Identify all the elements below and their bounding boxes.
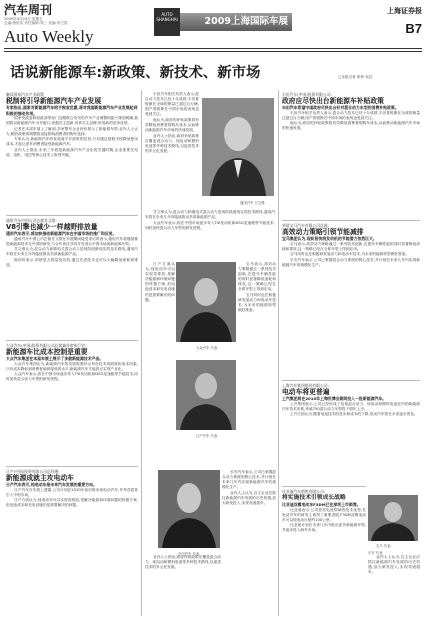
portrait-photo [202,98,274,196]
paragraph: 业内人士指出,未来三年将是新能源汽车产业化的关键时期,企业需要在电池、电机、电控等核心技术上取得突破。 [6,147,138,157]
section-title: 汽车周刊 [4,3,53,17]
paragraph: 宝马表示,高效动力策略通过一系列技术创新,在提升车辆性能的同时显著降低油耗和排放,这一策略已经在全系车型上得到应用。 [282,241,420,251]
paragraph: 日产方面认为,纯电动车可以实现零排放,是解决能源和环境问题的终极方案,但电池成本和充电设施仍是需要解决的问题。 [145,262,175,302]
article-middle-narrow [238,262,276,467]
paragraph: 通用汽车中国公司总裁甘文维在车展期间接受采访时表示,通用汽车将继续推进新能源技术在中国的研发,与合作伙伴共同开发适合中国市场的新能源车型。 [6,236,138,246]
paragraph: 他认为,政府的补贴政策将有效降低消费者的购车成本,从而推动新能源汽车市场的快速发展。 [282,121,420,131]
article-divider [6,215,138,216]
article-bmw [282,223,420,377]
article-toyota [282,92,420,218]
auto-show-banner [154,8,288,38]
photo-caption: 日产汽车 代表 [196,434,218,438]
paragraph: 业内人士认为,自主企业应抓住新能源汽车发展的历史机遇,加大研发投入,实现弯道超车。 [222,490,276,506]
article-vw [6,343,138,463]
photo-caption: 长安 代表 [368,551,383,555]
article-title: 电动车将更普遍 [282,388,330,396]
paragraph: 甘文维认为,混合动力和插电式混合动力是现阶段最现实的技术路线,通用汽车将在未来几年内陆续推出多款新能源产品。 [6,247,138,257]
article-body [145,92,199,154]
article-lead: 通用汽车表示,将加快推动新能源汽车在中国市场的推广和应用。 [6,231,117,237]
article-divider [6,466,138,467]
article-lead: 大众汽车集团在本届车展上展示了多款新能源技术产品。 [6,356,104,362]
article-kicker: 上海汽车集团股份有限公司: [282,383,329,388]
portrait-photo [158,470,220,548]
paragraph: 丰田汽车相关负责人表示,混合动力技术已经十分成熟,丰田普锐斯在全球的销量已超过百万辆,国产普锐斯在中国市场的表现也受到关注。 [282,110,420,120]
section-title-english: Auto Weekly [4,26,94,46]
masthead-rule [4,48,422,49]
article-lead: 日产汽车表示,纯电动车是未来汽车发展的重要方向。 [6,482,97,488]
article-divider [6,340,138,341]
paragraph: 国家发改委和财政部等部门近期联合发布的汽车产业调整和振兴规划明确,我国将以新能源汽车为突破口,加强自主创新,培育自主品牌,形成新的竞争优势。 [6,115,138,125]
photo-caption: 宝马 代表 [376,544,391,548]
paragraph: 业内人士指出,政府补贴政策应覆盖混合动力、纯电动和燃料电池等多种技术路线,以促进技术的多元化发展。 [145,555,221,570]
article-title: 政府应尽快出台新能源车补贴政策 [282,97,384,105]
article-title: 税制将引导新能源汽车产业发展 [6,97,102,105]
paragraph: 大众汽车表示,将在中国市场逐步导入TSI发动机和DSG变速箱等节能技术,同时加快混合动力车型的研发进程。 [145,220,275,230]
article-body [6,362,138,383]
paragraph: 业内人士指出,政府补贴政策应覆盖混合动力、纯电动和燃料电池等多种技术路线,以促进技术的多元化发展。 [145,133,199,154]
byline: □本报记者 张炜 吴佳 [338,75,373,79]
article-body [282,111,420,132]
column-divider [141,90,142,616]
article-body [145,262,175,303]
article-middle-bottom-left [145,555,221,617]
article-body [282,402,420,418]
article-kicker: 日产(中国)投资有限公司总经理: [6,469,60,474]
portrait-photo [176,262,236,342]
article-lead: 上汽集团将在2010年上海世博会期间投入一批新能源汽车。 [282,396,387,402]
article-body [238,262,276,313]
editor-credits: 总编:康世英 责任编辑:刘三 美编:李卫国 [4,21,68,26]
newspaper-name: 上海证券报 [387,6,422,15]
article-body [282,242,420,268]
article-lead: 宝马集团认为,现阶段传统发动机的节能潜力依然巨大。 [282,236,377,242]
paragraph: 宝马同时也在积极研发氢动力和电动车技术,为未来的能源转型做好准备。 [290,252,410,257]
article-title: V8引擎也减少一样越野排放量 [6,223,98,231]
paragraph: 长安汽车表示,公司已掌握混合动力系统的核心技术,并计划在未来几年内实现新能源汽车的规模化生产。 [282,257,420,267]
paragraph: 大众汽车表示,将在中国市场逐步导入TSI发动机和DSG变速箱等节能技术,同时加快混合动力车型的研发进程。 [6,372,138,382]
article-saic [282,383,420,483]
auto-show-logo: AUTO SHANGHAI [154,8,180,36]
paragraph: 甘文维认为,混合动力和插电式混合动力是现阶段最现实的技术路线,通用汽车将在未来几年内陆续推出多款新能源产品。 [145,210,275,220]
paragraph: 他认为,政府的补贴政策将有效降低消费者的购车成本,从而推动新能源汽车市场的快速发展。 [145,117,199,133]
article-body [6,116,138,158]
article-tax-policy [6,92,138,214]
article-gm [6,218,138,338]
portrait-photo [368,495,418,541]
page-headline: 话说新能源车:新政策、新技术、新市场 [10,65,261,81]
paragraph: 专家认为,新能源汽车的发展离不开政策的扶持,只有通过财税手段降低使用成本,才能让更多消费者接受新能源汽车。 [6,137,138,147]
photo-caption: 大众汽车 代表 [196,346,218,350]
article-kicker: 丰田汽车(中国)投资有限公司: [282,92,332,97]
article-body [282,508,366,534]
article-lead: 比亚迪双模电动车F3DM已在深圳上市销售。 [282,502,361,508]
issue-date: 2009年4月24日 星期五 [4,17,43,21]
article-body [368,555,420,575]
paragraph: 上汽方面认为,随着电池技术的进步和成本的下降,电动汽车将在未来逐步普及。 [290,412,418,417]
article-middle-text [145,210,275,258]
paragraph: 丰田汽车相关负责人表示,混合动力技术已经十分成熟,丰田普锐斯在全球的销量已超过百万辆,国产普锐斯在中国市场的表现也受到关注。 [145,92,199,117]
article-kicker: 通用汽车中国公司总裁甘文维: [6,218,57,223]
article-title: 高效动力策略引领节能减排 [282,228,364,236]
paragraph: 大众汽车集团认为,新能源汽车的发展需要综合考虑技术成熟度和成本因素,只有成本降低到消费者能够接受的水平,新能源汽车才能真正实现产业化。 [6,361,138,371]
paragraph: 宝马表示,高效动力策略通过一系列技术创新,在提升车辆性能的同时显著降低油耗和排放,这一策略已经在全系车型上得到应用。 [238,262,276,292]
photo-caption: 通用汽车 甘文维 [240,201,265,205]
article-body [6,237,138,269]
masthead-right [302,6,422,37]
auto-show-banner-text: 2009上海国际车展 [174,13,292,31]
column-divider [278,90,279,616]
article-body [6,488,138,509]
article-title: 新能源车比成本控制是重要 [6,348,88,356]
article-title: 将实施技术引领成长战略 [282,495,346,501]
article-body [145,210,275,231]
portrait-photo [176,360,236,430]
paragraph: 日产方面认为,纯电动车可以实现零排放,是解决能源和环境问题的终极方案,但电池成本和充电设施仍是需要解决的问题。 [6,498,138,508]
article-body [145,555,221,570]
article-lead: 专家指出,国家对新能源汽车给予税收优惠,将对我国新能源汽车产业发展起到积极的推动作用。 [6,105,138,116]
paragraph: 长安汽车表示,公司已掌握混合动力系统的核心技术,并计划在未来几年内实现新能源汽车的规模化生产。 [222,470,276,490]
article-middle-bottom [222,470,276,618]
paragraph: 他同时表示,即使是大排量发动机,通过先进技术也可以大幅降低油耗和排放。 [6,257,138,268]
paragraph: 宝马同时也在积极研发氢动力和电动车技术,为未来的能源转型做好准备。 [238,293,276,313]
article-title: 新能源成就主攻电动车 [6,474,74,482]
article-lead: 丰田汽车希望中国政府尽快出台针对混合动力车型的消费补贴政策。 [282,105,399,111]
page-number: B7 [405,21,422,36]
article-kicker: 华晨宝马汽车有限公司总裁: [282,223,329,228]
paragraph: 记者在本届车展上了解到,多家整车企业纷纷展示了新能源车型,业内人士认为,税收政策的调整将直接影响消费者的购车选择。 [6,126,138,136]
article-nissan [6,469,138,617]
article-divider [282,220,420,221]
article-byd [282,489,366,617]
article-divider [282,380,420,381]
masthead [4,4,422,44]
article-kicker: 解读国家汽车产业政策 [6,92,44,97]
article-body [222,470,276,506]
masthead-left [4,4,134,46]
masthead-rule-thin [4,51,422,52]
paragraph: 日产汽车在车展上透露,公司计划在2010年前后推出纯电动汽车,并考虑将其引入中国市场。 [6,487,138,497]
article-middle-narrow-left [145,262,175,462]
photo-caption: 丰田汽车 代表 [178,552,200,556]
paragraph: 比亚迪表示,公司依托电池领域的技术优势,在电动汽车的研发上取得了重要进展,F3DM双模电动车可以纯电动行驶约100公里。 [282,507,366,522]
article-kicker: 大众汽车(中国)投资有限公司总裁兼首席执行官: [6,343,87,348]
paragraph: 比亚迪计划在未来几年内推出更多新能源车型,并逐步进入海外市场。 [282,523,366,533]
paragraph: 业内人士认为,自主企业应抓住新能源汽车发展的历史机遇,加大研发投入,实现弯道超车。 [368,555,420,575]
article-right-bottom [368,550,420,616]
paragraph: 上汽集团表示,公司已经形成了包括混合动力、纯电动和燃料电池在内的新能源汽车技术体系,荣威750混合动力车型将于明年上市。 [282,401,420,411]
article-kicker: 比亚迪汽车销售有限公司: [282,489,326,494]
article-divider [282,486,366,487]
